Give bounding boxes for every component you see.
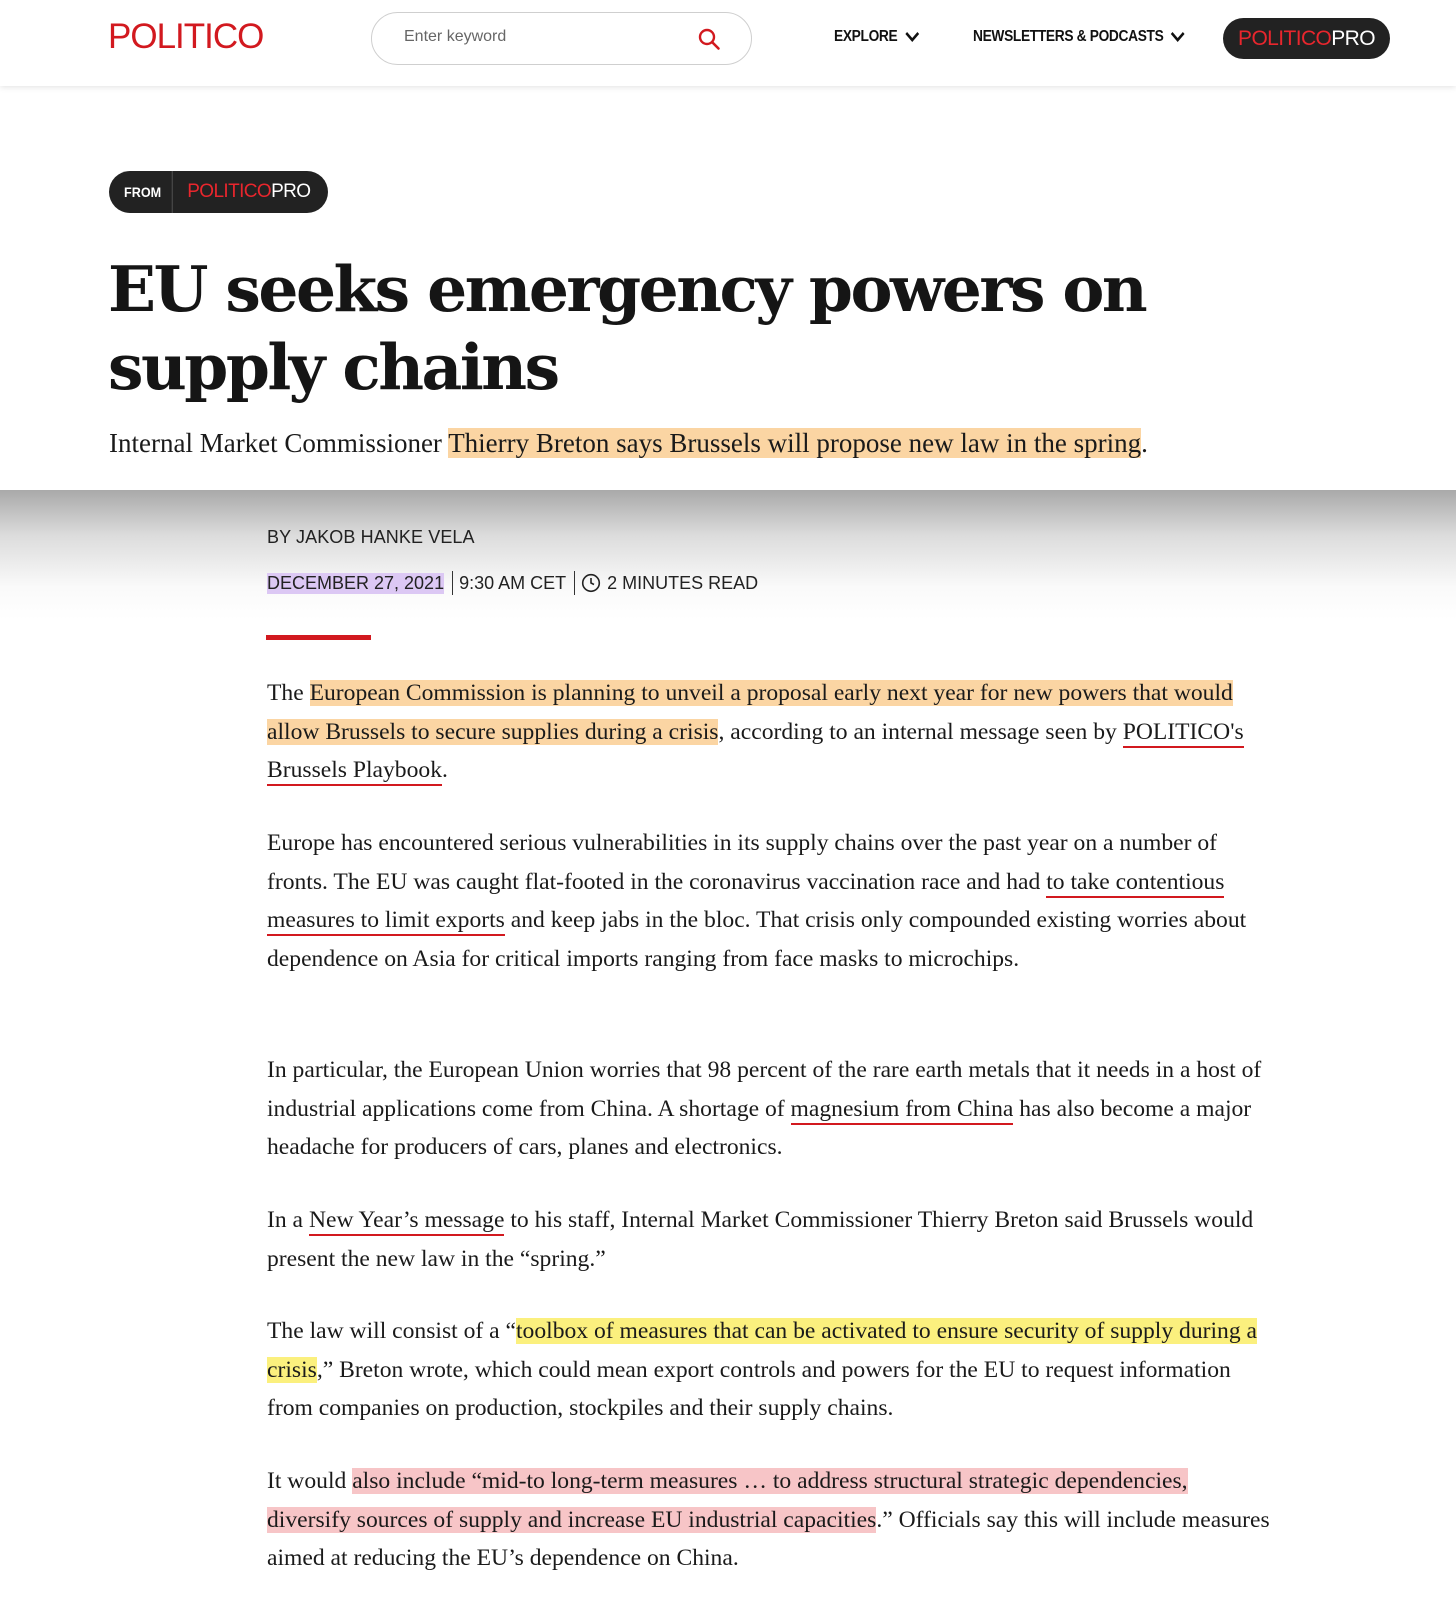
link-new-years-message[interactable]: New Year’s message [309, 1207, 505, 1236]
top-navigation-bar [0, 0, 1456, 86]
clock-icon [581, 573, 601, 593]
paragraph-3 [267, 1051, 1277, 1167]
nav-newsletters-podcasts[interactable] [973, 28, 1186, 46]
dek-text-before: Internal Market Commissioner [109, 428, 449, 458]
p5-text: The law will consist of a “ [267, 1318, 516, 1344]
p6-text: It would [267, 1468, 353, 1494]
article-read-time: 2 MINUTES READ [607, 572, 759, 593]
badge-brand-name: POLITICO [187, 181, 272, 202]
article-byline[interactable]: BY JAKOB HANKE VELA [267, 527, 475, 547]
pro-button-brand: POLITICO [1238, 26, 1332, 50]
article-meta [267, 571, 758, 595]
p5-highlight: toolbox of measures that can be activated to ensure security of supply during a crisis [267, 1318, 1257, 1383]
p5-text: ,” Breton wrote, which could mean export controls and powers for the EU to request information from companies on production, stockpiles and their supply chains. [267, 1356, 1231, 1421]
search-icon[interactable] [697, 27, 721, 51]
paragraph-1 [267, 674, 1277, 790]
link-magnesium-from-china[interactable]: magnesium from China [791, 1096, 1014, 1125]
p2-text: Europe has encountered serious vulnerabilities in its supply chains over the past year on a number of fronts. The EU was caught flat-footed in the coronavirus vaccination race and had [267, 830, 1218, 895]
politico-pro-button[interactable] [1223, 18, 1390, 59]
paragraph-5 [267, 1312, 1277, 1428]
paragraph-4 [267, 1201, 1277, 1278]
p6-text: .” Officials say this will include measures aimed at reducing the EU’s dependence on China. [267, 1506, 1270, 1571]
link-brussels-playbook[interactable]: POLITICO's Brussels Playbook [267, 719, 1244, 787]
link-limit-exports[interactable]: to take contentious measures to limit exports [267, 869, 1224, 937]
byline-background-band [0, 490, 1456, 620]
p1-text: The [267, 680, 310, 706]
article-headline: EU seeks emergency powers on supply chains [108, 252, 1146, 404]
search-input[interactable] [402, 27, 686, 47]
article-time: 9:30 AM CET [459, 572, 567, 593]
badge-brand [176, 181, 328, 203]
section-divider [266, 635, 371, 640]
badge-brand-suffix: PRO [271, 181, 311, 202]
meta-divider [452, 571, 453, 595]
paragraph-2 [267, 824, 1277, 978]
dek-text-after: . [1141, 428, 1148, 458]
p1-text: . [442, 757, 448, 783]
paragraph-6 [267, 1462, 1277, 1578]
chevron-down-icon [1170, 31, 1185, 43]
nav-explore-label: EXPLORE [834, 28, 898, 45]
meta-divider [574, 571, 575, 595]
badge-from-label: FROM [112, 171, 172, 213]
p3-text: In particular, the European Union worries that 98 percent of the rare earth metals that it needs in a host of industrial applications come from China. A shortage of [267, 1057, 1262, 1122]
article-date: DECEMBER 27, 2021 [267, 572, 445, 593]
p2-text: and keep jabs in the bloc. That crisis only compounded existing worries about dependence on Asia for critical imports ranging from face masks to microchips. [267, 907, 1247, 972]
p4-text: In a [267, 1207, 309, 1233]
chevron-down-icon [904, 31, 919, 43]
p1-highlight: European Commission is planning to unveil a proposal early next year for new powers that would allow Brussels to secure supplies during a crisis [267, 680, 1233, 745]
pro-button-suffix: PRO [1331, 26, 1375, 50]
p4-text: to his staff, Internal Market Commissioner Thierry Breton said Brussels would present the new law in the “spring.” [267, 1207, 1254, 1272]
search-box[interactable] [371, 12, 752, 65]
p1-text: , according to an internal message seen by [718, 718, 1123, 745]
article-dek [109, 428, 1409, 459]
p3-text: has also become a major headache for producers of cars, planes and electronics. [267, 1095, 1252, 1160]
from-politico-pro-badge[interactable] [109, 171, 328, 213]
nav-newsletters-label: NEWSLETTERS & PODCASTS [973, 28, 1164, 45]
p6-highlight: also include “mid-to long-term measures … to address structural strategic dependencies, diversify sources of supply and increase EU industrial capacities [267, 1468, 1188, 1533]
politico-logo[interactable]: POLITICO [108, 17, 264, 56]
dek-highlight: Thierry Breton says Brussels will propose new law in the spring [448, 428, 1142, 458]
nav-explore[interactable] [834, 28, 920, 46]
